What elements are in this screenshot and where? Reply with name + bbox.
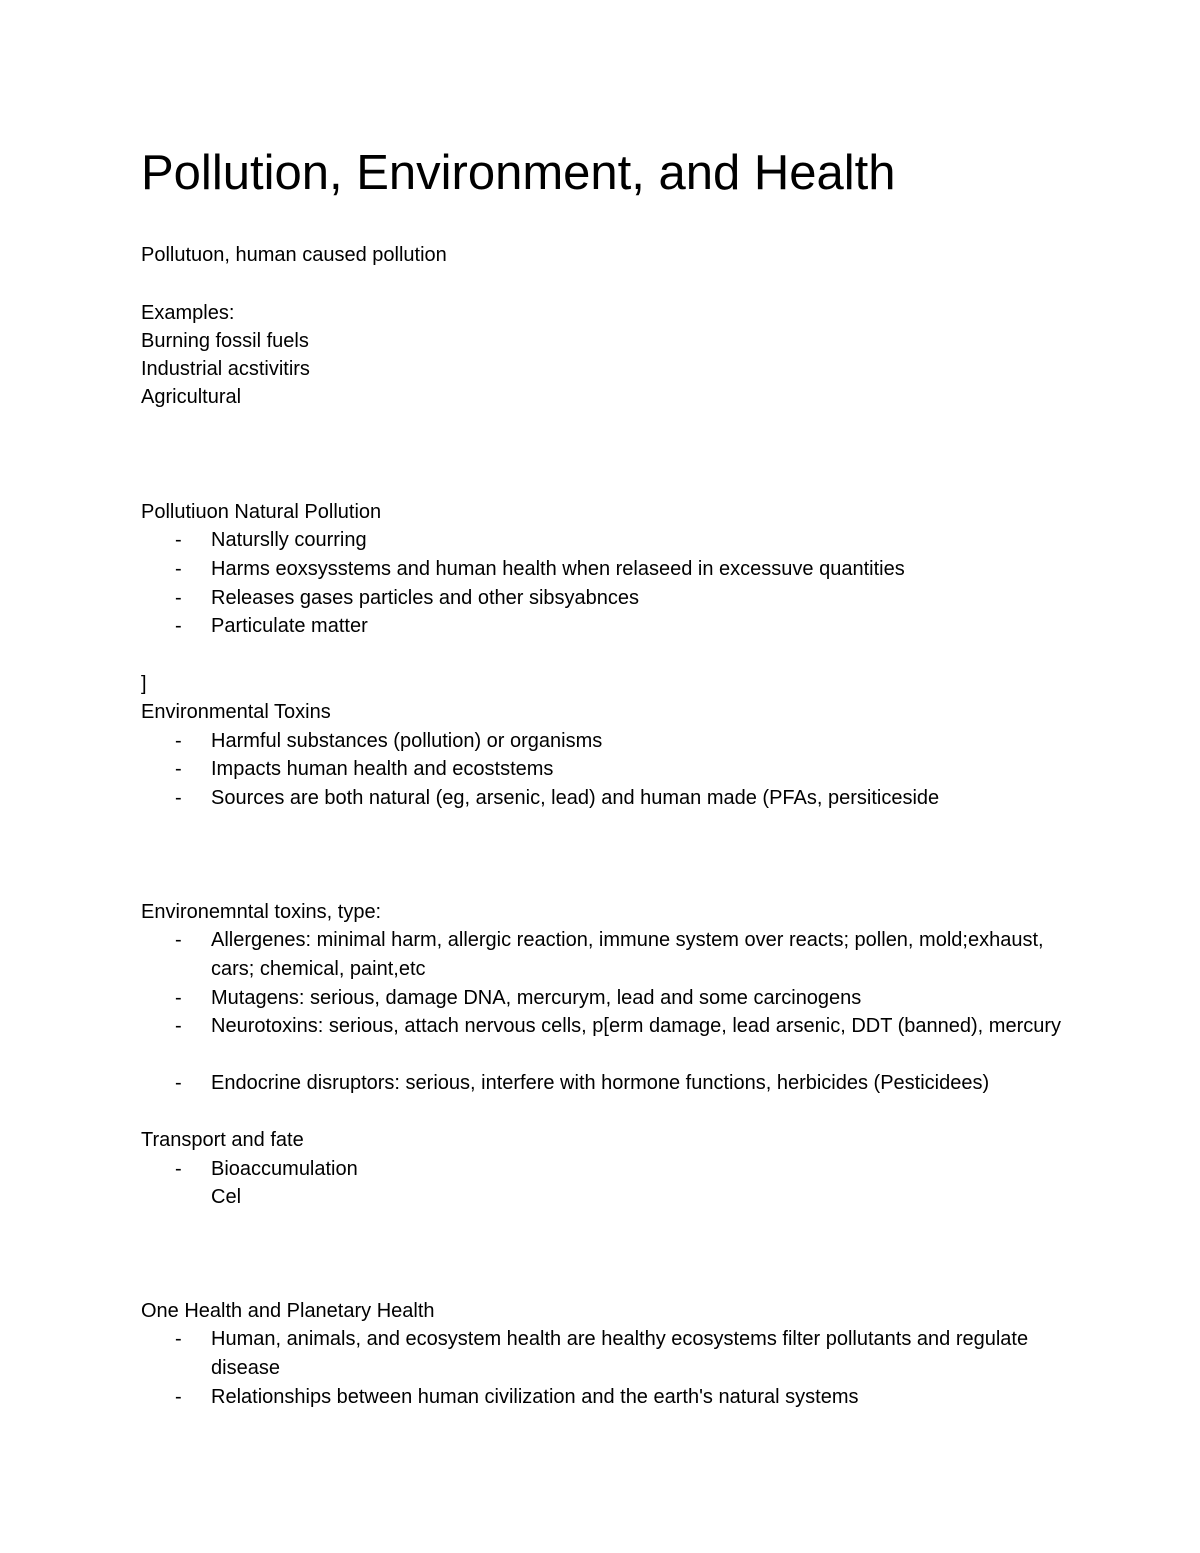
- list-item-text: Naturslly courring: [211, 529, 367, 551]
- list-item-text: Harmful substances (pollution) or organisms: [211, 730, 603, 752]
- list-item: [141, 755, 1081, 784]
- list-item-text: Human, animals, and ecosystem health are healthy ecosystems filter pollutants and regulate disease: [211, 1328, 1029, 1379]
- toxins-heading: Environmental Toxins: [141, 701, 331, 723]
- stray-bracket: ]: [141, 673, 147, 695]
- list-item-text: Mutagens: serious, damage DNA, mercurym, lead and some carcinogens: [211, 987, 862, 1009]
- bullet-dash: -: [175, 1328, 182, 1350]
- bullet-dash: -: [175, 1072, 182, 1094]
- list-item: [141, 1383, 1081, 1412]
- bullet-dash: -: [175, 1015, 182, 1037]
- page-title: Pollution, Environment, and Health: [141, 146, 896, 200]
- list-item: [141, 584, 1081, 613]
- list-item: [141, 1012, 1081, 1041]
- bullet-dash: -: [175, 730, 182, 752]
- list-item: [141, 612, 1081, 641]
- example-item: Agricultural: [141, 386, 242, 408]
- bullet-dash: -: [175, 558, 182, 580]
- list-item-text: Bioaccumulation: [211, 1158, 358, 1180]
- list-item-text: Sources are both natural (eg, arsenic, lead) and human made (PFAs, persiticeside: [211, 787, 940, 809]
- examples-heading: Examples:: [141, 302, 235, 324]
- list-item: [141, 1155, 1081, 1184]
- bullet-dash: -: [175, 529, 182, 551]
- intro-line: Pollutuon, human caused pollution: [141, 244, 447, 266]
- natural-pollution-heading: Pollutiuon Natural Pollution: [141, 501, 382, 523]
- bullet-dash: -: [175, 758, 182, 780]
- transport-heading: Transport and fate: [141, 1129, 304, 1151]
- list-item-text: Particulate matter: [211, 615, 368, 637]
- list-item: [141, 784, 1081, 813]
- bullet-dash: -: [175, 615, 182, 637]
- bullet-dash: -: [175, 1386, 182, 1408]
- list-item: [141, 1069, 1081, 1098]
- list-item-text: Impacts human health and ecoststems: [211, 758, 554, 780]
- bullet-dash: -: [175, 587, 182, 609]
- list-item: [141, 555, 1081, 584]
- toxin-types-heading: Environemntal toxins, type:: [141, 901, 382, 923]
- list-item-text: Relationships between human civilization and the earth's natural systems: [211, 1386, 859, 1408]
- bullet-dash: -: [175, 929, 182, 951]
- list-item-text: Harms eoxsysstems and human health when relaseed in excessuve quantities: [211, 558, 905, 580]
- bullet-dash: -: [175, 1158, 182, 1180]
- list-item: [141, 526, 1081, 555]
- continuation-text: Cel: [211, 1186, 242, 1208]
- list-item: [141, 984, 1081, 1013]
- list-item-text: Allergenes: minimal harm, allergic reaction, immune system over reacts; pollen, mold;exhaust, cars; chemical, paint,etc: [211, 929, 1044, 980]
- list-item: [141, 926, 1081, 983]
- one-health-heading: One Health and Planetary Health: [141, 1300, 435, 1322]
- bullet-dash: -: [175, 787, 182, 809]
- list-item: [141, 727, 1081, 756]
- list-item-text: Neurotoxins: serious, attach nervous cells, p[erm damage, lead arsenic, DDT (banned), mercury: [211, 1015, 1062, 1037]
- example-item: Industrial acstivitirs: [141, 358, 310, 380]
- list-item-text: Endocrine disruptors: serious, interfere with hormone functions, herbicides (Pesticidees): [211, 1072, 990, 1094]
- example-item: Burning fossil fuels: [141, 330, 309, 352]
- list-item-text: Releases gases particles and other sibsyabnces: [211, 587, 640, 609]
- bullet-dash: -: [175, 987, 182, 1009]
- list-item: [141, 1325, 1081, 1382]
